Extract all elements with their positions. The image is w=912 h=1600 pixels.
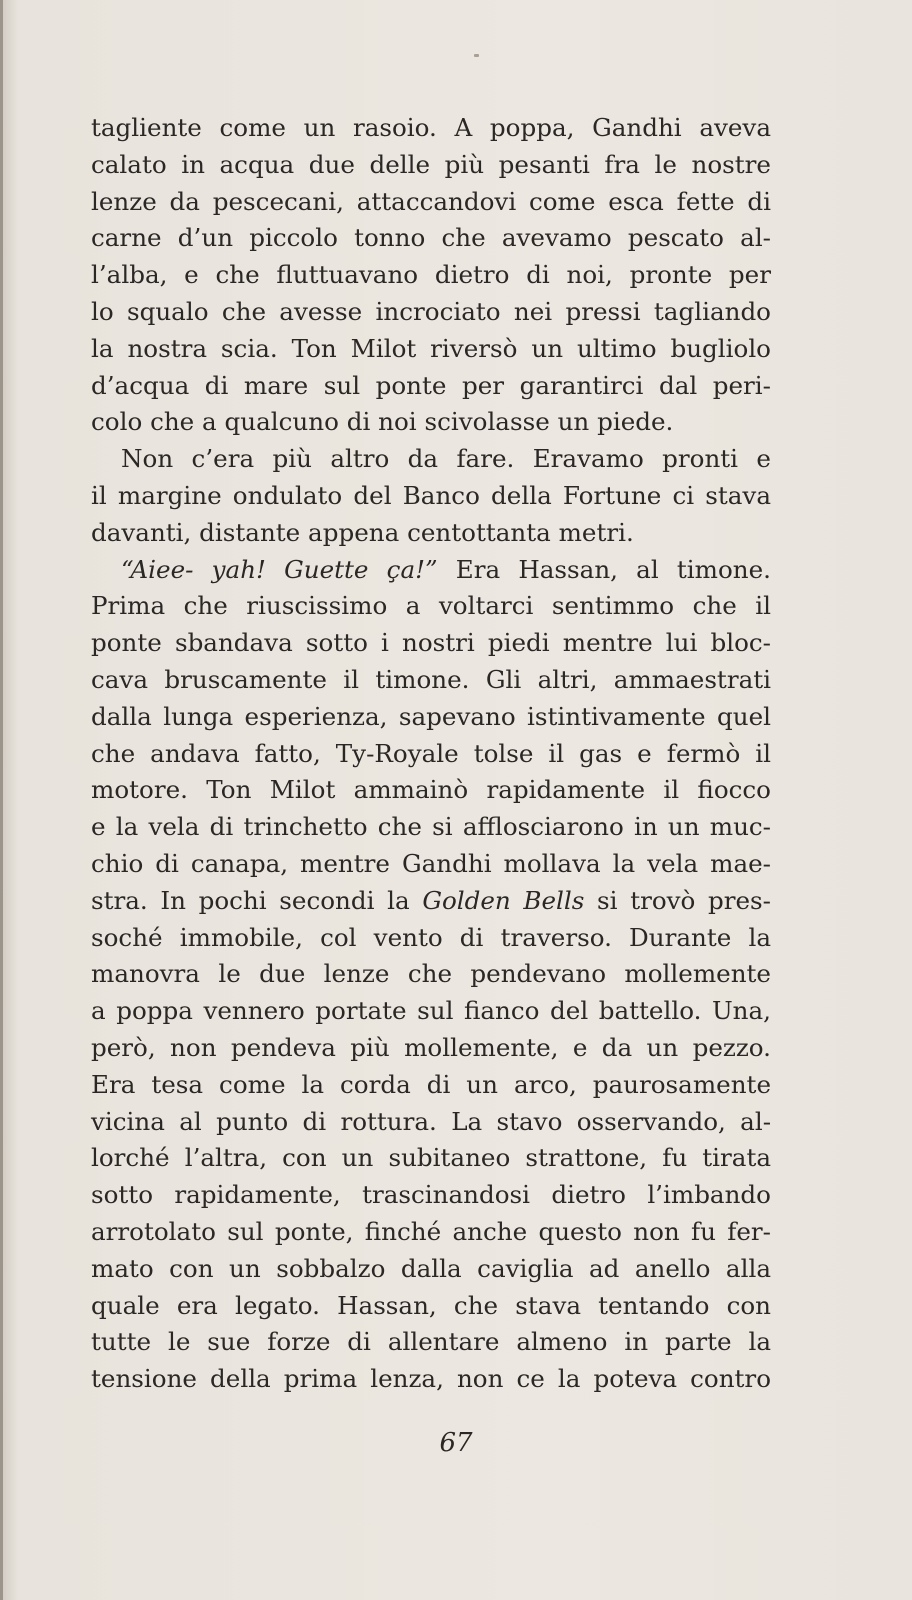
text-line: e la vela di trinchetto che si afflosciarono in un muc- bbox=[91, 812, 771, 842]
text-line: Prima che riuscissimo a voltarci sentimmo che il bbox=[91, 591, 771, 621]
ship-name: Golden Bells bbox=[422, 885, 585, 915]
text-line: mato con un sobbalzo dalla caviglia ad anello alla bbox=[91, 1253, 771, 1283]
text-line: lenze da pescecani, attaccandovi come esca fette di bbox=[91, 186, 771, 216]
text-line: a poppa vennero portate sul fianco del battello. Una, bbox=[91, 996, 771, 1026]
text-line: il margine ondulato del Banco della Fortune ci stava bbox=[91, 480, 771, 510]
text-line: motore. Ton Milot ammainò rapidamente il fiocco bbox=[91, 775, 771, 805]
text-line: carne d’un piccolo tonno che avevamo pescato al- bbox=[91, 223, 771, 253]
text-fragment: si trovò pres- bbox=[584, 885, 771, 915]
text-line: ponte sbandava sotto i nostri piedi mentre lui bloc- bbox=[91, 628, 771, 658]
page-number: 67 bbox=[439, 1428, 473, 1458]
text-line: Non c’era più altro da fare. Eravamo pronti e bbox=[121, 444, 771, 474]
text-line: calato in acqua due delle più pesanti fra le nostre bbox=[91, 149, 771, 179]
body-text bbox=[91, 110, 771, 1398]
page-spine-edge bbox=[0, 0, 3, 1600]
text-line bbox=[91, 552, 771, 589]
text-line: soché immobile, col vento di traverso. Durante la bbox=[91, 922, 771, 952]
text-line: l’alba, e che fluttuavano dietro di noi, pronte per bbox=[91, 260, 771, 290]
text-line: d’acqua di mare sul ponte per garantirci dal peri- bbox=[91, 370, 771, 400]
text-line: tutte le sue forze di allentare almeno in parte la bbox=[91, 1327, 771, 1357]
text-line: tagliente come un rasoio. A poppa, Gandhi aveva bbox=[91, 113, 771, 142]
text-line: però, non pendeva più mollemente, e da un pezzo. bbox=[91, 1032, 771, 1062]
text-fragment: stra. In pochi secondi la bbox=[91, 885, 423, 915]
italic-quote: “Aiee- yah! Guette ça!” bbox=[121, 554, 438, 584]
text-line: arrotolato sul ponte, finché anche questo non fu fer- bbox=[91, 1216, 771, 1246]
paper-speck bbox=[474, 54, 479, 57]
text-line: lo squalo che avesse incrociato nei pressi tagliando bbox=[91, 296, 771, 326]
text-line: dalla lunga esperienza, sapevano istintivamente quel bbox=[91, 701, 771, 731]
text-line: davanti, distante appena centottanta metri. bbox=[91, 517, 634, 547]
text-line: sotto rapidamente, trascinandosi dietro l’imbando bbox=[91, 1180, 771, 1210]
text-line: lorché l’altra, con un subitaneo strattone, fu tirata bbox=[91, 1143, 771, 1173]
text-line: cava bruscamente il timone. Gli altri, ammaestrati bbox=[91, 664, 771, 694]
text-line: Era tesa come la corda di un arco, paurosamente bbox=[91, 1069, 771, 1099]
text-line: che andava fatto, Ty-Royale tolse il gas e fermò il bbox=[91, 738, 771, 768]
text-line: colo che a qualcuno di noi scivolasse un piede. bbox=[91, 407, 674, 437]
text-fragment: Era Hassan, al timone. bbox=[437, 554, 771, 584]
text-line: chio di canapa, mentre Gandhi mollava la vela mae- bbox=[91, 848, 771, 878]
text-line: la nostra scia. Ton Milot riversò un ultimo bugliolo bbox=[91, 333, 771, 363]
text-line: vicina al punto di rottura. La stavo osservando, al- bbox=[91, 1106, 771, 1136]
text-line: quale era legato. Hassan, che stava tentando con bbox=[91, 1290, 771, 1320]
text-line bbox=[91, 883, 771, 920]
text-line: manovra le due lenze che pendevano mollemente bbox=[91, 959, 771, 989]
text-line: tensione della prima lenza, non ce la poteva contro bbox=[91, 1364, 771, 1394]
